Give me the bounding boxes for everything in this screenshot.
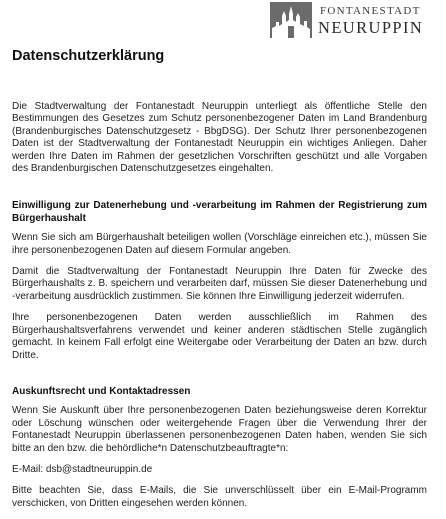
logo-text-top: FONTANESTADT bbox=[320, 5, 421, 17]
consent-section bbox=[12, 200, 427, 361]
rights-section bbox=[12, 386, 427, 510]
email-label: E-Mail: bbox=[12, 463, 44, 475]
rights-heading: Auskunftsrecht und Kontaktadressen bbox=[12, 385, 191, 397]
site-logo[interactable] bbox=[268, 2, 444, 38]
rights-paragraph: Wenn Sie Auskunft über Ihre personenbezogenen Daten beziehungsweise deren Korrektur oder Löschung wünschen oder weitergehende Fragen über die Verwendung Ihrer der Fontanestadt Neuruppin überlassenen personenbezogenen Daten haben, wenden Sie sich bitte an den bzw. die behördliche*n Datenschutzbeauftragte*n: bbox=[12, 405, 427, 454]
page-title: Datenschutzerklärung bbox=[12, 48, 165, 64]
consent-paragraph: Wenn Sie sich am Bürgerhaushalt beteiligen wollen (Vorschläge einreichen etc.), müssen Sie ihre personenbezogenen Daten auf diesem Formular angeben. bbox=[12, 232, 427, 256]
email-line bbox=[12, 464, 427, 476]
encryption-note: Bitte beachten Sie, dass E-Mails, die Sie unverschlüsselt über ein E-Mail-Programm verschicken, von Dritten eingesehen werden können. bbox=[12, 485, 427, 509]
consent-paragraph: Damit die Stadtverwaltung der Fontanestadt Neuruppin Ihre Daten für Zwecke des Bürgerhaushalts z. B. speichern und verarbeiten darf, müssen Sie dieser Datenerhebung und -verarbeitung ausdrücklich zustimmen. Sie können Ihre Einwilligung jederzeit widerrufen. bbox=[12, 266, 427, 302]
consent-paragraph: Ihre personenbezogenen Daten werden ausschließlich im Rahmen des Bürgerhaushaltsverfahrens verwendet und keiner anderen städtischen Stelle zugänglich gemacht. In keinem Fall erfolgt eine Weitergabe oder Verarbeitung der Daten an bzw. durch Dritte. bbox=[12, 312, 427, 361]
intro-paragraph: Die Stadtverwaltung der Fontanestadt Neuruppin unterliegt als öffentliche Stelle den Bestimmungen des Gesetzes zum Schutz personenbezogener Daten im Land Brandenburg (Brandenburgisches Datenschutzgesetz - BbgDSG). Der Schutz Ihrer personenbezogenen Daten ist der Stadtverwaltung der Fontanestadt Neuruppin ein wichtiges Anliegen. Daher werden Ihre Daten im Rahmen der gesetzlichen Vorschriften geschützt und alle Vorgaben des Brandenburgischen Datenschutzgesetzes eingehalten. bbox=[12, 101, 427, 175]
consent-heading: Einwilligung zur Datenerhebung und -verarbeitung im Rahmen der Registrierung zum Bürgerhaushalt bbox=[12, 200, 427, 224]
privacy-content bbox=[12, 42, 427, 519]
intro-section bbox=[12, 101, 427, 175]
email-link[interactable]: dsb@stadtneuruppin.de bbox=[45, 463, 153, 475]
logo-text-bottom: NEURUPPIN bbox=[318, 18, 424, 37]
church-skyline-icon bbox=[270, 2, 312, 38]
